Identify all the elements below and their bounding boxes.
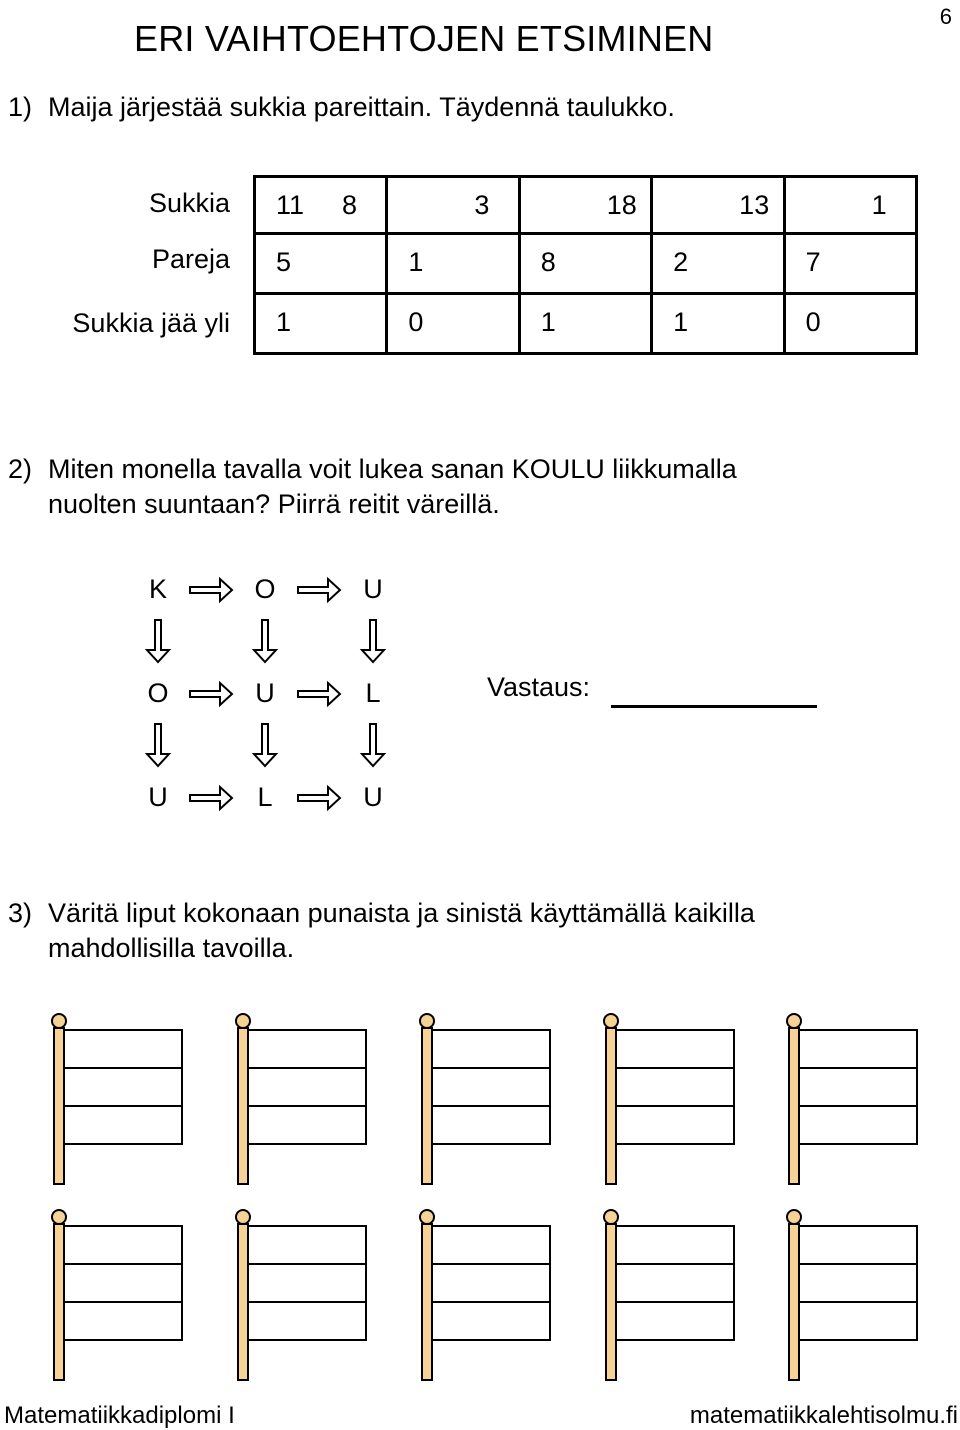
cell-value: 0 (408, 307, 424, 337)
cell-value: 8 (342, 190, 358, 220)
cell-value: 7 (805, 247, 821, 277)
cell-value: 8 (540, 247, 556, 277)
cell-value: 1 (673, 307, 689, 337)
cell-value: 13 (739, 190, 770, 220)
right-arrow-icon (190, 683, 232, 705)
question-3-number: 3) (8, 898, 33, 928)
flag (604, 1210, 734, 1380)
grid-letter: U (363, 782, 383, 812)
right-arrow-icon (190, 579, 232, 601)
cell-value: 2 (673, 247, 689, 277)
flag (52, 1014, 182, 1184)
cell-value: 0 (805, 307, 821, 337)
right-arrow-icon (298, 787, 340, 809)
cell-value: 1 (540, 307, 556, 337)
question-1-number: 1) (8, 92, 33, 122)
question-3-line-1: Väritä liput kokonaan punaista ja sinistä käyttämällä kaikilla (48, 898, 755, 928)
grid-letter: U (148, 782, 168, 812)
cell-value: 3 (474, 190, 490, 220)
question-3-line-2: mahdollisilla tavoilla. (48, 933, 295, 963)
footer-right: matematiikkalehtisolmu.fi (689, 1402, 958, 1429)
grid-letter: L (365, 678, 381, 708)
down-arrow-icon (254, 724, 276, 766)
row-label-pairs: Pareja (151, 244, 230, 274)
page-number: 6 (939, 4, 952, 29)
cell-value: 1 (871, 190, 887, 220)
down-arrow-icon (147, 724, 169, 766)
right-arrow-icon (298, 579, 340, 601)
flag (236, 1014, 366, 1184)
question-2-line-2: nuolten suuntaan? Piirrä reitit väreillä. (48, 489, 500, 519)
right-arrow-icon (190, 787, 232, 809)
grid-letter: O (254, 574, 276, 604)
right-arrow-icon (298, 683, 340, 705)
cell-value: 18 (606, 190, 637, 220)
question-1-text: Maija järjestää sukkia pareittain. Täydennä taulukko. (48, 92, 675, 122)
grid-letter: K (148, 574, 167, 604)
answer-label: Vastaus: (487, 672, 591, 702)
cell-value: 5 (276, 247, 292, 277)
row-label-leftover: Sukkia jää yli (72, 308, 230, 338)
question-2-number: 2) (8, 454, 33, 484)
cell-value: 1 (408, 247, 424, 277)
page-title: ERI VAIHTOEHTOJEN ETSIMINEN (134, 18, 714, 59)
question-2-line-1: Miten monella tavalla voit lukea sanan KOULU liikkumalla (48, 454, 737, 484)
row-label-socks: Sukkia (148, 188, 230, 218)
down-arrow-icon (362, 620, 384, 662)
flag (420, 1014, 550, 1184)
flag (787, 1210, 917, 1380)
grid-letter: L (257, 782, 273, 812)
down-arrow-icon (362, 724, 384, 766)
footer-left: Matematiikkadiplomi I (4, 1402, 235, 1429)
cell-value: 1 (276, 307, 292, 337)
flag (236, 1210, 366, 1380)
down-arrow-icon (147, 620, 169, 662)
flag (604, 1014, 734, 1184)
grid-letter: U (255, 678, 275, 708)
flag (52, 1210, 182, 1380)
cell-value: 11 (276, 190, 305, 220)
grid-letter: O (147, 678, 169, 708)
flag (420, 1210, 550, 1380)
down-arrow-icon (254, 620, 276, 662)
grid-letter: U (363, 574, 383, 604)
flag (787, 1014, 917, 1184)
